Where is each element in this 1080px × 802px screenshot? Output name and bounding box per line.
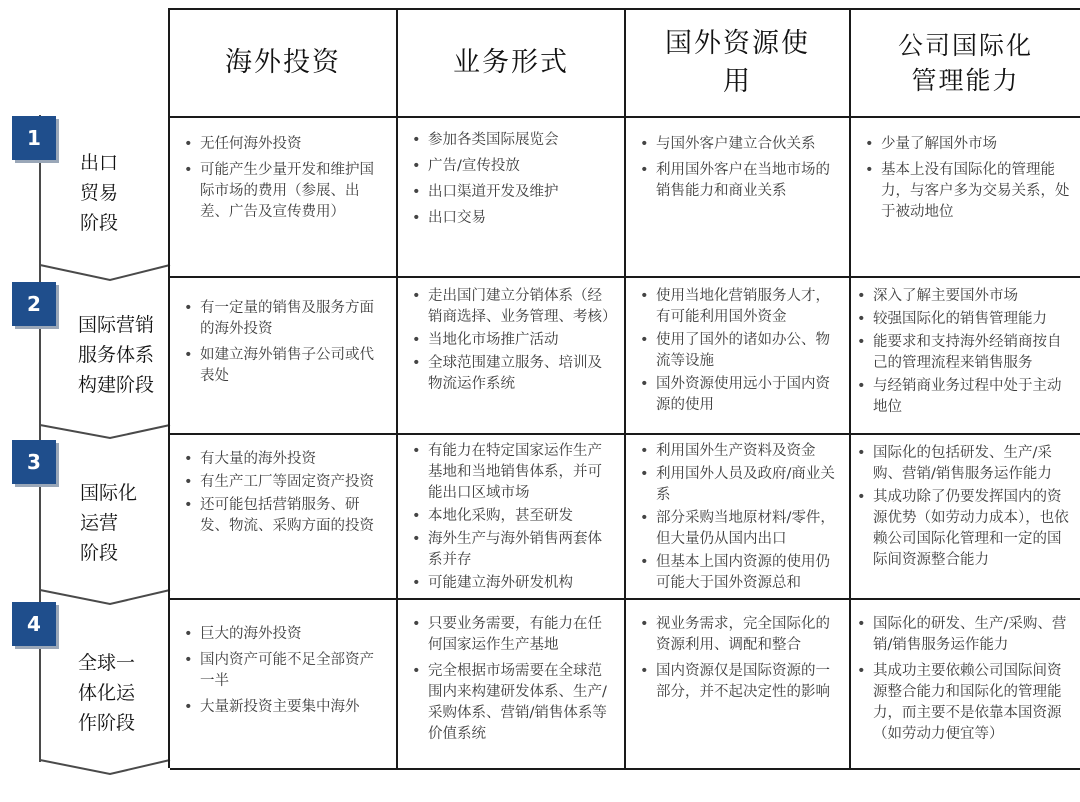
list-item: • 利用国外生产资料及资金 bbox=[640, 441, 841, 462]
stage-4-business-form bbox=[398, 600, 626, 770]
list-item: • 国际化的研发、生产/采购、营销/销售服务运作能力 bbox=[857, 614, 1072, 656]
stage-1-overseas-investment bbox=[170, 118, 398, 278]
stage-1-business-form bbox=[398, 118, 626, 278]
stage-1-foreign-resources bbox=[626, 118, 851, 278]
list-item: • 使用当地化营销服务人才，有可能利用国外资金 bbox=[640, 286, 841, 328]
list-item: • 少量了解国外市场 bbox=[865, 134, 1072, 155]
header-management-capability: 公司国际化管理能力 bbox=[851, 10, 1080, 118]
stage-2-management-capability bbox=[851, 278, 1080, 435]
stage-1-label: 出口 贸易 阶段 bbox=[80, 152, 119, 234]
header-overseas-investment: 海外投资 bbox=[170, 10, 398, 118]
list-item: • 参加各类国际展览会 bbox=[412, 130, 616, 151]
list-item: • 当地化市场推广活动 bbox=[412, 330, 616, 351]
list-item: • 利用国外人员及政府/商业关系 bbox=[640, 464, 841, 506]
stage-matrix-table bbox=[168, 8, 1080, 768]
list-item: • 完全根据市场需要在全球范围内来构建研发体系、生产/采购体系、营销/销售体系等价值系统 bbox=[412, 661, 616, 745]
list-item: • 巨大的海外投资 bbox=[184, 624, 388, 645]
list-item: • 有大量的海外投资 bbox=[184, 449, 388, 470]
stage-2-foreign-resources bbox=[626, 278, 851, 435]
stage-4-label: 全球一 体化运 作阶段 bbox=[78, 652, 136, 734]
list-item: • 利用国外客户在当地市场的销售能力和商业关系 bbox=[640, 160, 841, 202]
list-item: • 能要求和支持海外经销商按自己的管理流程来销售服务 bbox=[857, 332, 1072, 374]
list-item: • 本地化采购，甚至研发 bbox=[412, 506, 616, 527]
list-item: • 有能力在特定国家运作生产基地和当地销售体系，并可能出口区域市场 bbox=[412, 441, 616, 504]
list-item: • 无任何海外投资 bbox=[184, 134, 388, 155]
list-item: • 广告/宣传投放 bbox=[412, 156, 616, 177]
stage-1-number: 1 bbox=[12, 116, 56, 160]
list-item: • 基本上没有国际化的管理能力，与客户多为交易关系，处于被动地位 bbox=[865, 160, 1072, 223]
stage-3-chevron bbox=[40, 590, 170, 604]
list-item: • 有一定量的销售及服务方面的海外投资 bbox=[184, 298, 388, 340]
list-item: • 可能产生少量开发和维护国际市场的费用（参展、出差、广告及宣传费用） bbox=[184, 160, 388, 223]
stage-3-foreign-resources bbox=[626, 435, 851, 600]
stage-4-number: 4 bbox=[12, 602, 56, 646]
list-item: • 其成功除了仍要发挥国内的资源优势（如劳动力成本），也依赖公司国际化管理和一定的国际间资源整合能力 bbox=[857, 487, 1072, 571]
stage-3-overseas-investment bbox=[170, 435, 398, 600]
list-item: • 还可能包括营销服务、研发、物流、采购方面的投资 bbox=[184, 495, 388, 537]
list-item: • 其成功主要依赖公司国际间资源整合能力和国际化的管理能力，而主要不是依靠本国资源（如劳动力便宜等） bbox=[857, 661, 1072, 745]
list-item: • 走出国门建立分销体系（经销商选择、业务管理、考核） bbox=[412, 286, 616, 328]
list-item: • 大量新投资主要集中海外 bbox=[184, 697, 388, 718]
list-item: • 部分采购当地原材料/零件，但大量仍从国内出口 bbox=[640, 508, 841, 550]
list-item: • 深入了解主要国外市场 bbox=[857, 286, 1072, 307]
list-item: • 使用了国外的诸如办公、物流等设施 bbox=[640, 330, 841, 372]
list-item: • 国际化的包括研发、生产/采购、营销/销售服务运作能力 bbox=[857, 443, 1072, 485]
list-item: • 与国外客户建立合伙关系 bbox=[640, 134, 841, 155]
stage-2-label: 国际营销 服务体系 构建阶段 bbox=[78, 314, 155, 396]
stage-1-management-capability bbox=[851, 118, 1080, 278]
list-item: • 视业务需求，完全国际化的资源利用、调配和整合 bbox=[640, 614, 841, 656]
stage-1-chevron bbox=[40, 265, 170, 280]
stage-2-chevron bbox=[40, 425, 170, 438]
stage-4-overseas-investment bbox=[170, 600, 398, 770]
list-item: • 较强国际化的销售管理能力 bbox=[857, 309, 1072, 330]
stage-3-number: 3 bbox=[12, 440, 56, 484]
stage-2-business-form bbox=[398, 278, 626, 435]
list-item: • 出口渠道开发及维护 bbox=[412, 182, 616, 203]
stage-2-overseas-investment bbox=[170, 278, 398, 435]
stage-2-number: 2 bbox=[12, 282, 56, 326]
list-item: • 国内资源仅是国际资源的一部分，并不起决定性的影响 bbox=[640, 661, 841, 703]
stage-4-management-capability bbox=[851, 600, 1080, 770]
list-item: • 全球范围建立服务、培训及物流运作系统 bbox=[412, 353, 616, 395]
list-item: • 但基本上国内资源的使用仍可能大于国外资源总和 bbox=[640, 552, 841, 594]
stage-4-foreign-resources bbox=[626, 600, 851, 770]
list-item: • 有生产工厂等固定资产投资 bbox=[184, 472, 388, 493]
list-item: • 可能建立海外研发机构 bbox=[412, 573, 616, 594]
header-foreign-resources: 国外资源使用 bbox=[626, 10, 851, 118]
header-business-form: 业务形式 bbox=[398, 10, 626, 118]
list-item: • 国外资源使用远小于国内资源的使用 bbox=[640, 374, 841, 416]
list-item: • 国内资产可能不足全部资产一半 bbox=[184, 650, 388, 692]
stage-3-business-form bbox=[398, 435, 626, 600]
stage-3-label: 国际化 运营 阶段 bbox=[80, 482, 138, 564]
stage-4-chevron bbox=[40, 760, 170, 774]
list-item: • 海外生产与海外销售两套体系并存 bbox=[412, 529, 616, 571]
list-item: • 出口交易 bbox=[412, 208, 616, 229]
stage-3-management-capability bbox=[851, 435, 1080, 600]
list-item: • 如建立海外销售子公司或代表处 bbox=[184, 345, 388, 387]
list-item: • 与经销商业务过程中处于主动地位 bbox=[857, 376, 1072, 418]
list-item: • 只要业务需要，有能力在任何国家运作生产基地 bbox=[412, 614, 616, 656]
